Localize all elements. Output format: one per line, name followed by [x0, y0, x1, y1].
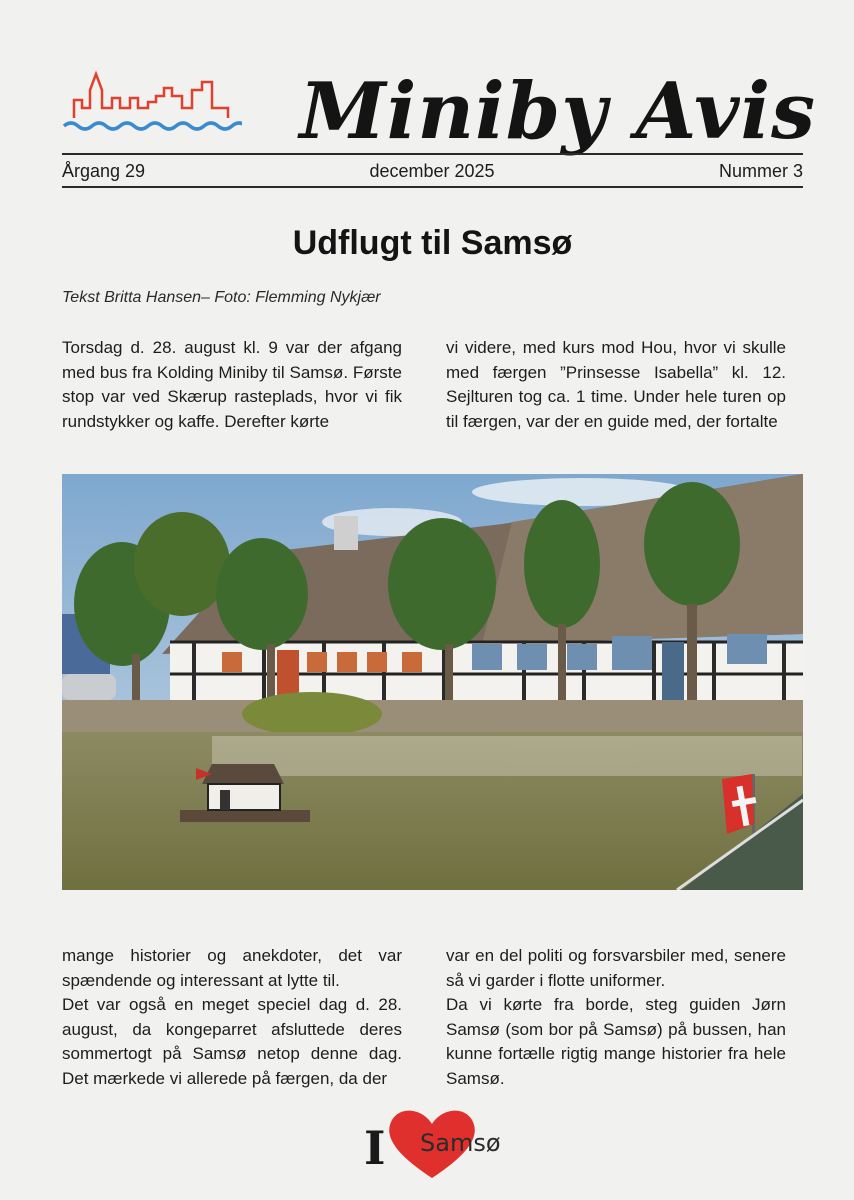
masthead-rule-bottom — [62, 186, 803, 188]
logo-water-1 — [64, 123, 242, 129]
paragraph: var en del politi og forsvarsbiler med, senere så vi garder i flotte uniformer. — [446, 946, 786, 990]
paragraph: Torsdag d. 28. august kl. 9 var der afgang med bus fra Kolding Miniby til Samsø. Første stop var ved Skærup rasteplads, hvor vi fik rundstykker og kaffe. Derefter kørte — [62, 338, 402, 431]
paragraph: mange historier og anekdoter, det var spændende og interessant at lytte til. — [62, 946, 402, 990]
article-column-1-top — [62, 336, 402, 434]
article-column-2-bottom — [446, 944, 786, 1091]
paragraph: vi videre, med kurs mod Hou, hvor vi skulle med færgen ”Prinsesse Isabella” kl. 12. Sejlturen tog ca. 1 time. Under hele turen op til færgen, var der en guide med, der fortalte — [446, 338, 786, 431]
paragraph: Det var også en meget speciel dag d. 28. august, da kongeparret afsluttede deres sommertogt på Samsø netop denne dag. Det mærkede vi allerede på færgen, da der — [62, 995, 402, 1088]
date-label: december 2025 — [369, 160, 495, 181]
masthead-title: Miniby Avis — [299, 66, 816, 157]
logo-skyline — [74, 74, 228, 118]
svg-text:I: I — [364, 1121, 386, 1175]
article-headline: Udflugt til Samsø — [292, 224, 573, 262]
paragraph: Da vi kørte fra borde, steg guiden Jørn Samsø (som bor på Samsø) på bussen, han kunne fortælle rigtig mange historier fra hele Samsø. — [446, 995, 786, 1088]
miniby-logo — [60, 68, 242, 142]
volume-label: Årgang 29 — [62, 160, 146, 181]
article-column-1-bottom — [62, 944, 402, 1091]
masthead-rule-top — [62, 153, 803, 155]
issue-label: Nummer 3 — [718, 160, 803, 181]
footer-logo-word: Samsø — [420, 1129, 501, 1157]
article-column-2-top — [446, 336, 786, 434]
article-photo — [62, 474, 803, 890]
masthead-info-row — [62, 157, 803, 185]
article-byline: Tekst Britta Hansen– Foto: Flemming Nykjær — [62, 289, 381, 306]
